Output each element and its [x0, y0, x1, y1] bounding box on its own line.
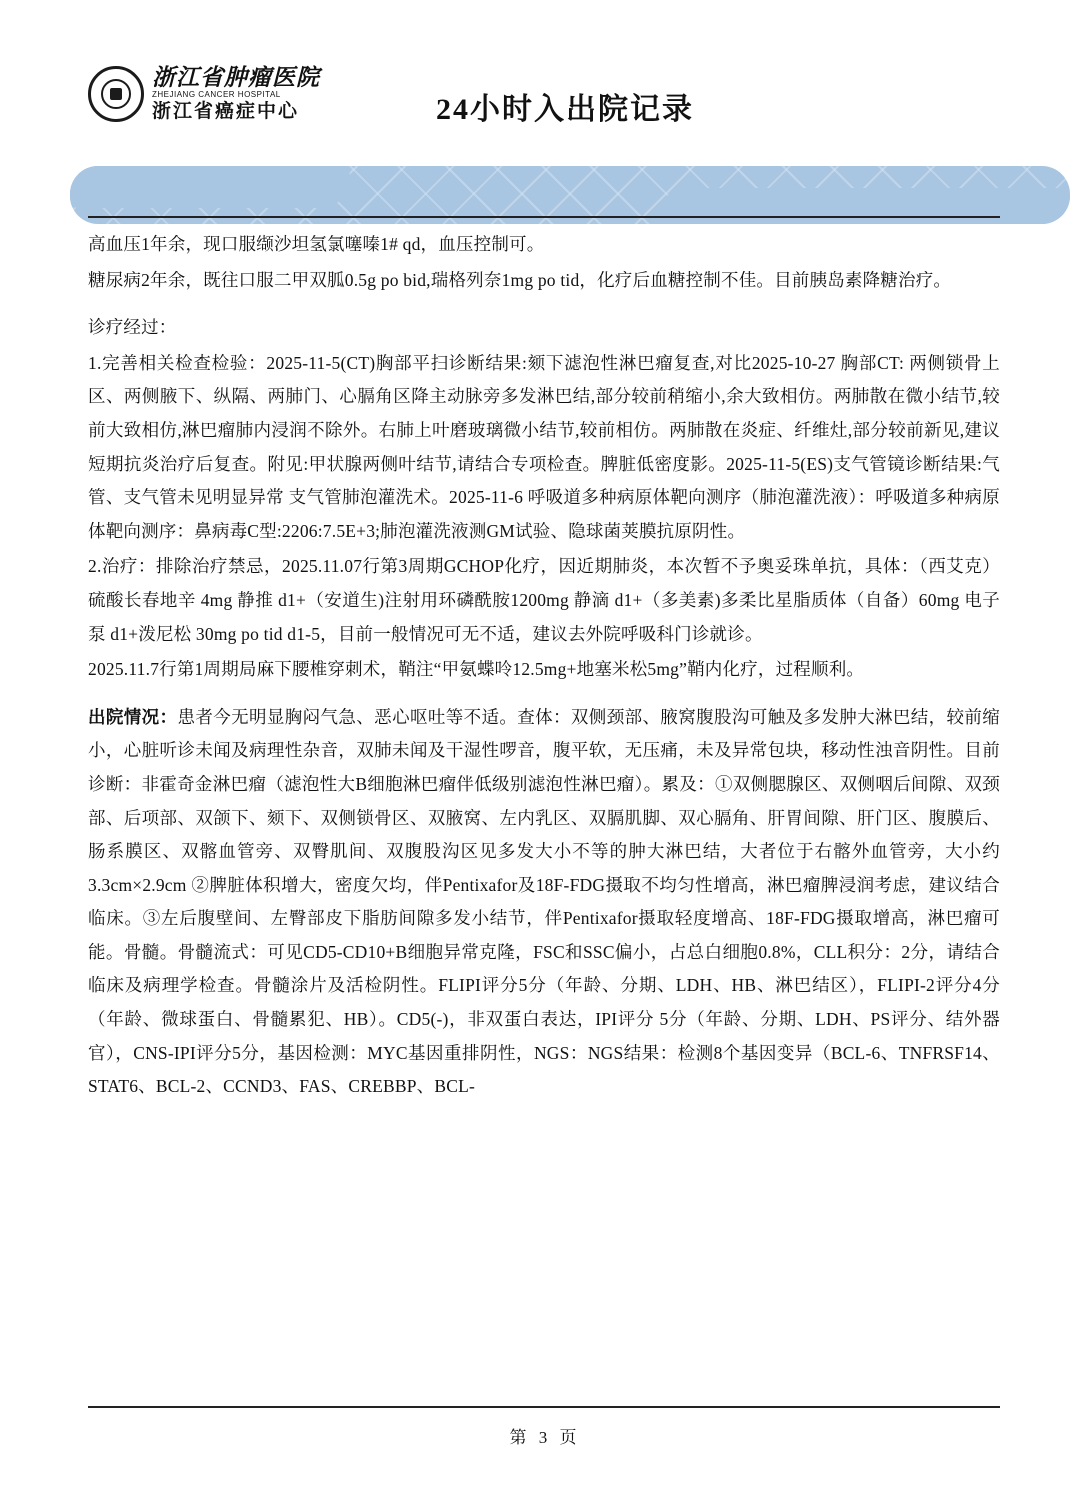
paragraph-diabetes: 糖尿病2年余，既往口服二甲双胍0.5g po bid,瑞格列奈1mg po tid，化疗后血糖控制不佳。目前胰岛素降糖治疗。: [88, 269, 952, 290]
header-divider: [88, 216, 1000, 218]
document-header: [0, 0, 1090, 150]
footer-divider: [88, 1406, 1000, 1408]
discharge-status-label: 出院情况：: [88, 706, 178, 727]
hospital-logo: [88, 66, 320, 122]
hospital-seal-icon: [88, 66, 144, 122]
redaction-blob-right: [660, 188, 1070, 224]
document-body: [88, 228, 1000, 1106]
section-heading-treatment-course: 诊疗经过：: [88, 317, 177, 338]
hospital-name-top: 浙江省肿瘤医院: [152, 65, 320, 91]
discharge-status-text: 患者今无明显胸闷气急、恶心呕吐等不适。查体：双侧颈部、腋窝腹股沟可触及多发肿大淋巴结，较前缩小，心脏听诊未闻及病理性杂音，双肺未闻及干湿性啰音，腹平软，无压痛，未及异常包块，移动性浊音阴性。目前诊断：非霍奇金淋巴瘤（滤泡性大B细胞淋巴瘤伴低级别滤泡性淋巴瘤）。累及：①双侧腮腺区、双侧咽后间隙、双颈部、后项部、双颌下、颏下、双侧锁骨区、双腋窝、左内乳区、双膈肌脚、双心膈角、肝胃间隙、肝门区、腹膜后、肠系膜区、双髂血管旁、双臀肌间、双腹股沟区见多发大小不等的肿大淋巴结，大者位于右髂外血管旁，大小约3.3cm×2.9cm ②脾脏体积增大，密度欠均，伴Pentixafor及18F-FDG摄取不均匀性增高，淋巴瘤脾浸润考虑，建议结合临床。③左后腹壁间、左臀部皮下脂肪间隙多发小结节，伴Pentixafor摄取轻度增高、18F-FDG摄取增高，淋巴瘤可能。骨髓。骨髓流式：可见CD5-CD10+B细胞异常克隆，FSC和SSC偏小，占总白细胞0.8%，CLL积分：2分，请结合临床及病理学检查。骨髓涂片及活检阴性。FLIPI评分5分（年龄、分期、LDH、HB、淋巴结区），FLIPI-2评分4分（年龄、微球蛋白、骨髓累犯、HB）。CD5(-)，非双蛋白表达，IPI评分 5分（年龄、分期、LDH、PS评分、结外器官），CNS-IPI评分5分，基因检测：MYC基因重排阴性，NGS：NGS结果：检测8个基因变异（BCL-6、TNFRSF14、STAT6、BCL-2、CCND3、FAS、CREBBP、BCL-: [88, 706, 1001, 1097]
paragraph-treatment: 2.治疗：排除治疗禁忌，2025.11.07行第3周期GCHOP化疗，因近期肺炎，本次暂不予奥妥珠单抗，具体：（西艾克）硫酸长春地辛 4mg 静推 d1+（安道生)注射用环磷酰胺1200mg 静滴 d1+（多美素)多柔比星脂质体（自备）60mg 电子泵 d1+泼尼松 30mg po tid d1-5，目前一般情况可无不适，建议去外院呼吸科门诊就诊。: [88, 556, 1000, 644]
redaction-blob-left: [70, 166, 350, 208]
hospital-name-en: ZHEJIANG CANCER HOSPITAL: [152, 90, 281, 100]
paragraph-hypertension: 高血压1年余，现口服缬沙坦氢氯噻嗪1# qd，血压控制可。: [88, 234, 545, 254]
page-title: 24小时入出院记录: [436, 93, 694, 126]
hospital-name-block: [152, 66, 320, 121]
hospital-name-bottom: 浙江省癌症中心: [152, 100, 300, 122]
paragraph-discharge-status: [88, 701, 1000, 1104]
paragraph-lumbar-puncture: 2025.11.7行第1周期局麻下腰椎穿刺术，鞘注“甲氨蝶呤12.5mg+地塞米松5mg”鞘内化疗，过程顺利。: [88, 659, 865, 680]
page-number: 第 3 页: [509, 1428, 581, 1447]
paragraph-examinations: 1.完善相关检查检验：2025-11-5(CT)胸部平扫诊断结果:颏下滤泡性淋巴瘤复查,对比2025-10-27 胸部CT: 两侧锁骨上区、两侧腋下、纵隔、两肺门、心膈角区降主动脉旁多发淋巴结,部分较前稍缩小,余大致相仿。两肺散在微小结节,较前大致相仿,淋巴瘤肺内浸润不除外。右肺上叶磨玻璃微小结节,较前相仿。两肺散在炎症、纤维灶,部分较前新见,建议短期抗炎治疗后复查。附见:甲状腺两侧叶结节,请结合专项检查。脾脏低密度影。2025-11-5(ES)支气管镜诊断结果:气管、支气管未见明显异常 支气管肺泡灌洗术。2025-11-6 呼吸道多种病原体靶向测序（肺泡灌洗液）：呼吸道多种病原体靶向测序：鼻病毒C型:2206:7.5E+3;肺泡灌洗液测GM试验、隐球菌荚膜抗原阴性。: [88, 352, 1000, 541]
